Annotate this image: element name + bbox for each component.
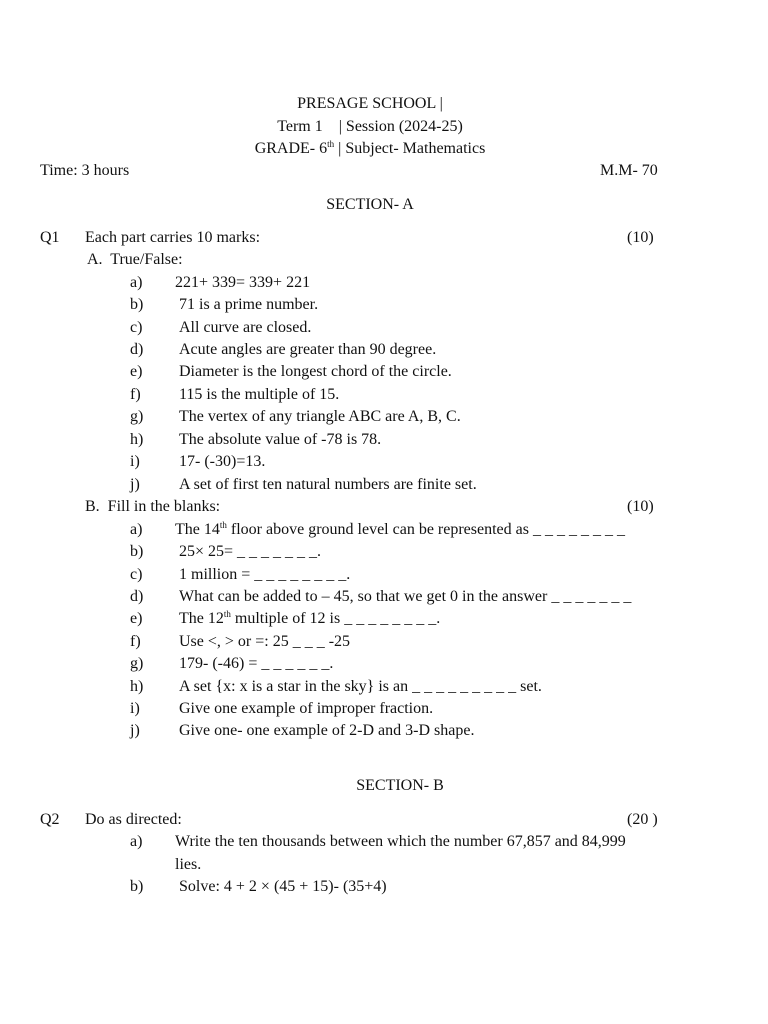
tf-label-b: b) [130,296,144,313]
q2-marks: (20 ) [627,811,658,828]
tf-item-b: 71 is a prime number. [179,296,319,313]
tf-label-i: i) [130,453,140,470]
fb-item-d: What can be added to – 45, so that we get 0 in the answer _ _ _ _ _ _ _ [179,588,632,605]
school-name: PRESAGE SCHOOL | [297,95,443,112]
q2-item-a-line2: lies. [175,856,202,873]
fb-label-e: e) [130,610,143,627]
fb-item-i: Give one example of improper fraction. [179,700,434,717]
section-b-title: SECTION- B [356,777,444,794]
q1-marks: (10) [627,229,654,246]
grade-prefix: GRADE- 6 [254,140,328,157]
fb-item-h: A set {x: x is a star in the sky} is an _ _ _ _ _ _ _ _ _ set. [179,678,542,695]
fb-item-e-pre: The 12 [179,610,224,627]
term-session [0,117,740,137]
q2-label-b: b) [130,878,144,895]
term-session-text: Term 1 | Session (2024-25) [277,118,463,135]
q2-item-b: Solve: 4 + 2 × (45 + 15)- (35+4) [179,878,387,895]
grade-suffix: | Subject- Mathematics [334,140,486,157]
tf-item-g: The vertex of any triangle ABC are A, B, C. [179,408,461,425]
tf-item-a: 221+ 339= 339+ 221 [175,274,311,291]
fb-label-d: d) [130,588,144,605]
tf-label-e: e) [130,363,143,380]
fb-item-j: Give one- one example of 2-D and 3-D shape. [179,722,475,739]
grade-subject [0,139,740,159]
tf-item-h: The absolute value of -78 is 78. [179,431,382,448]
part-a-title: A. True/False: [87,251,183,268]
exam-time: Time: 3 hours [40,162,130,179]
tf-label-f: f) [130,386,141,403]
q2-number: Q2 [40,811,60,828]
section-a-title: SECTION- A [326,196,414,213]
q1-number: Q1 [40,229,60,246]
fb-label-c: c) [130,566,143,583]
fb-label-f: f) [130,633,141,650]
tf-item-f: 115 is the multiple of 15. [179,386,340,403]
tf-item-c: All curve are closed. [179,319,312,336]
q2-label-a: a) [130,833,143,850]
tf-item-j: A set of first ten natural numbers are finite set. [179,476,477,493]
tf-item-i: 17- (-30)=13. [179,453,266,470]
fb-item-a-post: floor above ground level can be represented as _ _ _ _ _ _ _ _ [226,521,625,538]
tf-label-c: c) [130,319,143,336]
fb-label-i: i) [130,700,140,717]
fb-item-a-sup: th [219,520,227,530]
q2-text: Do as directed: [85,811,182,828]
fb-item-c: 1 million = _ _ _ _ _ _ _ _. [179,566,351,583]
fb-label-b: b) [130,543,144,560]
tf-label-d: d) [130,341,144,358]
fb-label-g: g) [130,655,144,672]
max-marks: M.M- 70 [600,162,658,179]
fb-label-h: h) [130,678,144,695]
fb-item-b: 25× 25= _ _ _ _ _ _ _. [179,543,322,560]
q1-text: Each part carries 10 marks: [85,229,261,246]
tf-label-a: a) [130,274,143,291]
fb-item-a-pre: The 14 [175,521,220,538]
tf-label-j: j) [130,476,140,493]
q2-item-a-line1: Write the ten thousands between which the number 67,857 and 84,999 [175,833,626,850]
fb-label-a: a) [130,521,143,538]
tf-item-d: Acute angles are greater than 90 degree. [179,341,437,358]
fb-item-f: Use <, > or =: 25 _ _ _ -25 [179,633,351,650]
fb-item-e-post: multiple of 12 is _ _ _ _ _ _ _ _. [230,610,441,627]
fb-label-j: j) [130,722,140,739]
grade-sup: th [327,139,335,149]
fb-item-a [175,520,625,540]
part-b-title: B. Fill in the blanks: [85,498,221,515]
fb-item-e-sup: th [223,609,231,619]
tf-label-h: h) [130,431,144,448]
tf-label-g: g) [130,408,144,425]
fb-item-e [179,609,440,629]
part-b-marks: (10) [627,498,654,515]
tf-item-e: Diameter is the longest chord of the circle. [179,363,452,380]
fb-item-g: 179- (-46) = _ _ _ _ _ _. [179,655,334,672]
